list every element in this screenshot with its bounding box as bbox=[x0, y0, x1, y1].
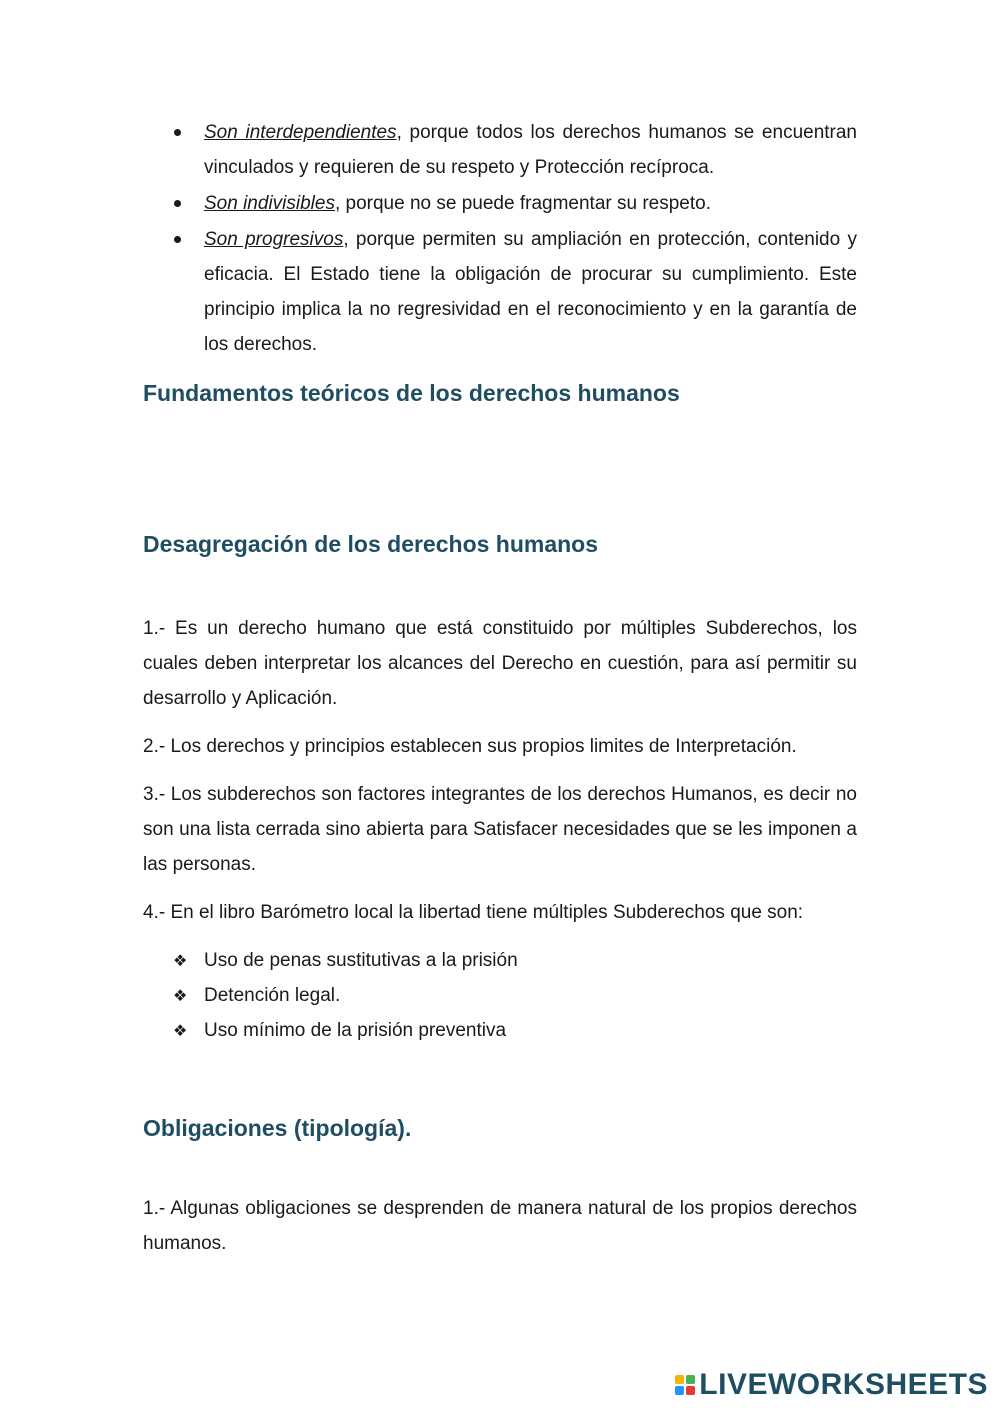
logo-tiles-icon bbox=[675, 1375, 695, 1395]
subderechos-list bbox=[143, 943, 857, 1048]
paragraph-1: 1.- Es un derecho humano que está constituido por múltiples Subderechos, los cuales deben interpretar los alcances del Derecho en cuestión, para así permitir su desarrollo y Aplicación. bbox=[143, 618, 857, 709]
diamond-bullet-icon: ❖ bbox=[173, 1021, 188, 1040]
bullet-dot-icon bbox=[174, 129, 181, 136]
term-description: , porque permiten su ampliación en protección, contenido y eficacia. El Estado tiene la obligación de procurar su cumplimiento. Este principio implica la no regresividad en el reconocimiento y en la garantía de los derechos. bbox=[204, 229, 857, 355]
bullet-dot-icon bbox=[174, 200, 181, 207]
term: Son progresivos bbox=[204, 229, 344, 250]
list-item-text: Uso de penas sustitutivas a la prisión bbox=[204, 950, 518, 971]
bullet-dot-icon bbox=[174, 236, 181, 243]
list-item bbox=[143, 186, 857, 221]
term-description: , porque todos los derechos humanos se encuentran vinculados y requieren de su respeto y Protección recíproca. bbox=[204, 122, 858, 178]
list-item bbox=[143, 115, 857, 185]
term: Son interdependientes bbox=[204, 122, 397, 143]
term-description: , porque no se puede fragmentar su respeto. bbox=[334, 193, 711, 214]
diamond-bullet-icon: ❖ bbox=[173, 986, 188, 1005]
list-item bbox=[143, 978, 857, 1013]
list-item bbox=[143, 1013, 857, 1048]
logo-wordmark: LIVEWORKSHEETS bbox=[699, 1368, 988, 1401]
list-item-text: Detención legal. bbox=[204, 985, 341, 1006]
list-item bbox=[143, 222, 857, 362]
term: Son indivisibles bbox=[204, 193, 335, 214]
section-heading-desagregacion: Desagregación de los derechos humanos bbox=[143, 531, 599, 557]
list-item bbox=[143, 943, 857, 978]
section-heading-obligaciones: Obligaciones (tipología). bbox=[143, 1115, 412, 1141]
paragraph-3: 3.- Los subderechos son factores integrantes de los derechos Humanos, es decir no son una lista cerrada sino abierta para Satisfacer necesidades que se les imponen a las personas. bbox=[143, 784, 857, 875]
list-item-text: Uso mínimo de la prisión preventiva bbox=[204, 1020, 507, 1041]
paragraph-obligaciones-1: 1.- Algunas obligaciones se desprenden de manera natural de los propios derechos humanos. bbox=[143, 1198, 857, 1254]
paragraph-2: 2.- Los derechos y principios establecen sus propios limites de Interpretación. bbox=[143, 736, 797, 757]
section-heading-fundamentos: Fundamentos teóricos de los derechos humanos bbox=[143, 380, 680, 406]
paragraph-4: 4.- En el libro Barómetro local la libertad tiene múltiples Subderechos que son: bbox=[143, 902, 804, 923]
liveworksheets-logo[interactable] bbox=[675, 1368, 988, 1402]
properties-list bbox=[143, 115, 857, 363]
diamond-bullet-icon: ❖ bbox=[173, 951, 188, 970]
